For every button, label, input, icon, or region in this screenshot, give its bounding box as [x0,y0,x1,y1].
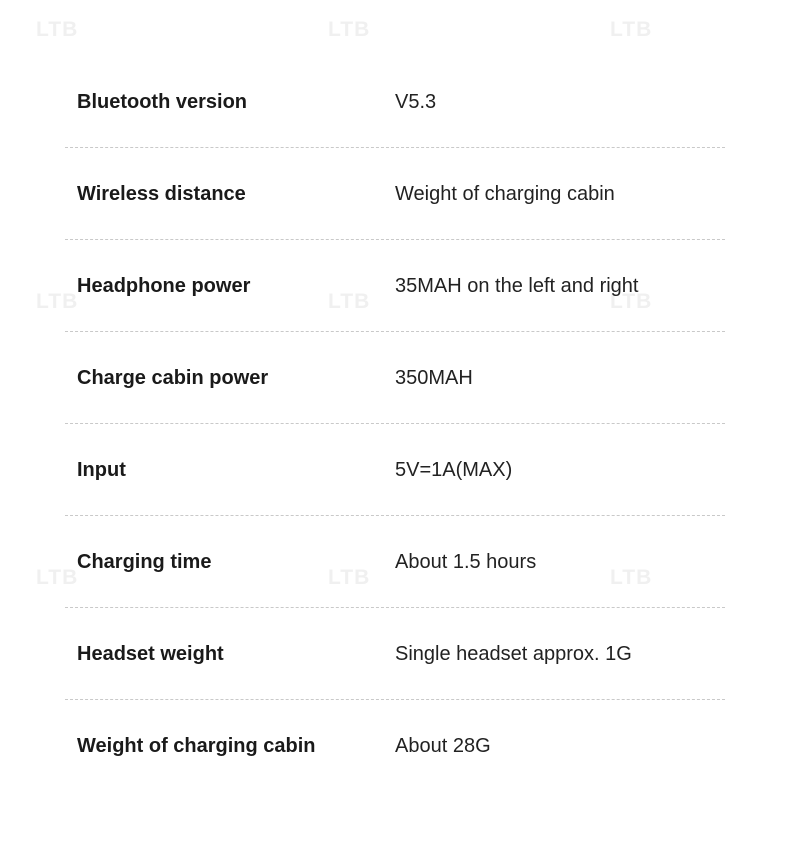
specifications-table [65,0,725,792]
watermark-text: LTB [36,566,79,589]
spec-row [65,608,725,700]
spec-value: About 1.5 hours [395,550,537,573]
spec-label: Bluetooth version [77,90,248,113]
watermark-text: LTB [610,566,653,589]
watermark-text: LTB [328,18,371,41]
watermark-text: LTB [610,290,653,313]
spec-row [65,424,725,516]
spec-label: Headphone power [77,274,251,297]
spec-label: Input [77,458,126,481]
watermark-text: LTB [328,566,371,589]
spec-value: 35MAH on the left and right [395,274,639,297]
spec-row [65,148,725,240]
spec-label: Charge cabin power [77,366,269,389]
spec-value: V5.3 [395,90,437,113]
spec-label: Weight of charging cabin [77,735,316,757]
spec-row [65,516,725,608]
spec-row [65,332,725,424]
spec-value: Single headset approx. 1G [395,642,632,665]
spec-value: About 28G [395,735,491,757]
watermark-text: LTB [328,290,371,313]
spec-label: Charging time [77,550,212,573]
watermark-text: LTB [36,18,79,41]
spec-label: Headset weight [77,642,224,665]
watermark-text: LTB [610,18,653,41]
spec-label: Wireless distance [77,182,246,205]
spec-row [65,56,725,148]
watermark-text: LTB [36,290,79,313]
spec-row [65,240,725,332]
spec-value: Weight of charging cabin [395,182,615,205]
spec-value: 350MAH [395,366,473,389]
spec-row [65,700,725,792]
spec-value: 5V=1A(MAX) [395,458,513,481]
